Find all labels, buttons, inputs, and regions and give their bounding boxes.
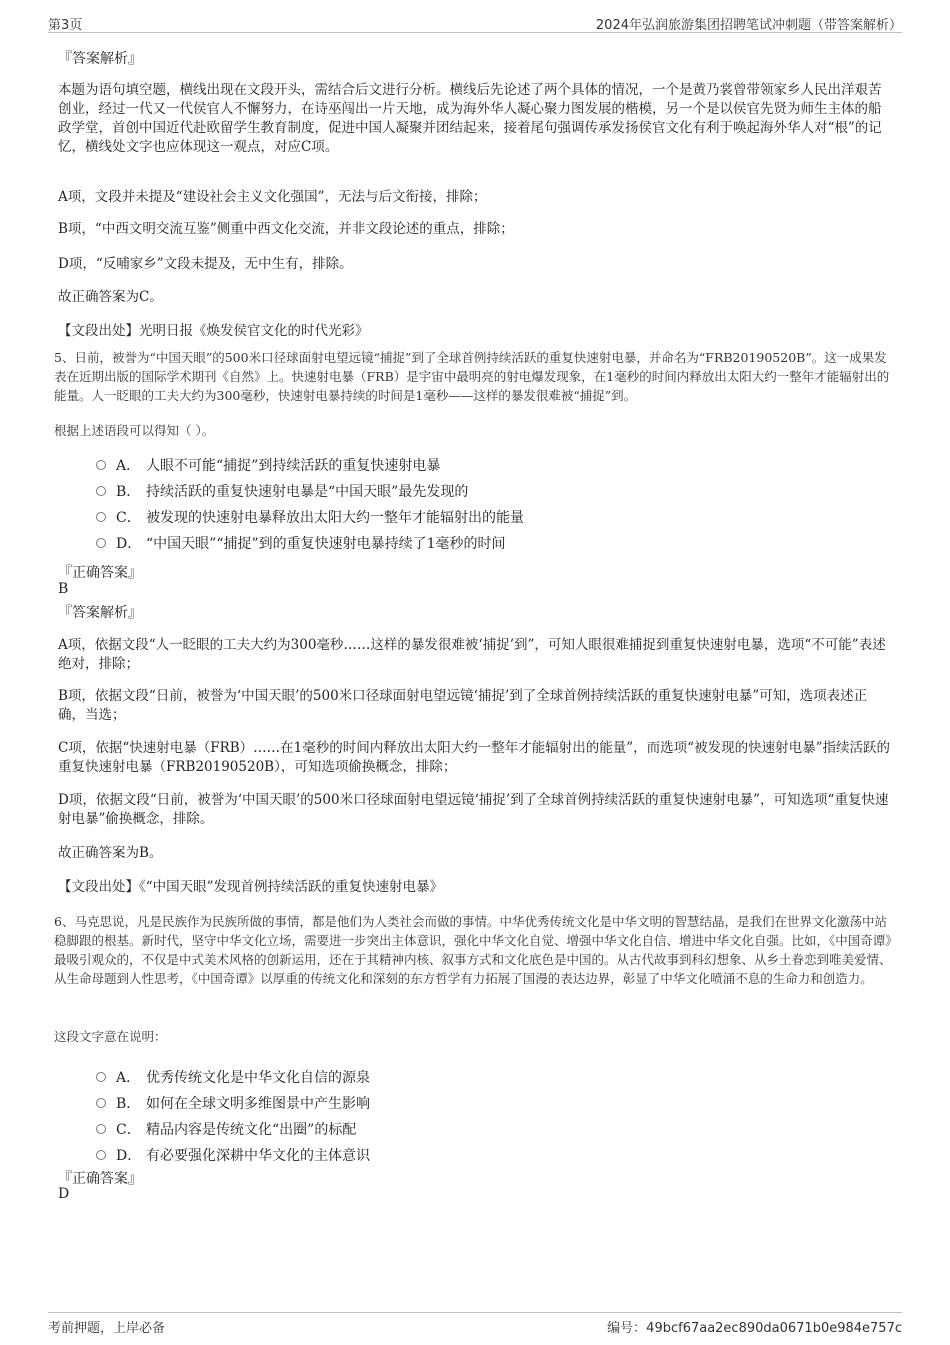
q6-option-b[interactable]: B． 如何在全球文明多维图景中产生影响 xyxy=(96,1093,370,1115)
document-title: 2024年弘润旅游集团招聘笔试冲刺题（带答案解析） xyxy=(595,18,902,33)
q5-prompt: 根据上述语段可以得知（ ）。 xyxy=(54,423,215,438)
q5-option-b-analysis: B项，依据文段“日前，被誉为‘中国天眼’的500米口径球面射电望远镜‘捕捉’到了全球首例持续活跃的重复快速射电暴”可知，选项表述正确，当选； xyxy=(58,688,868,723)
footer-note: 考前押题，上岸必备 xyxy=(48,1321,166,1336)
q6-option-c[interactable]: C． 精品内容是传统文化“出圈”的标配 xyxy=(96,1119,356,1141)
q4-option-d-analysis: D项，“反哺家乡”文段未提及，无中生有，排除。 xyxy=(58,256,353,272)
q6-prompt: 这段文字意在说明： xyxy=(54,1029,167,1044)
page-header xyxy=(48,12,902,33)
q5-explain-label: 『答案解析』 xyxy=(58,605,142,621)
page-number: 第3页 xyxy=(48,18,83,33)
q4-source: 【文段出处】光明日报《焕发侯官文化的时代光彩》 xyxy=(58,323,369,339)
radio-icon[interactable] xyxy=(96,538,106,548)
q6-option-a[interactable]: A． 优秀传统文化是中华文化自信的源泉 xyxy=(96,1067,370,1089)
q5-conclusion: 故正确答案为B。 xyxy=(58,845,163,861)
q6-answer: D xyxy=(58,1186,70,1202)
radio-icon[interactable] xyxy=(96,1098,106,1108)
q5-answer: B xyxy=(58,581,69,597)
radio-icon[interactable] xyxy=(96,460,106,470)
q4-explain-text: 本题为语句填空题，横线出现在文段开头，需结合后文进行分析。横线后先论述了两个具体的情况，一个是黄乃裳曾带领家乡人民出洋艰苦创业，经过一代又一代侯官人不懈努力，在诗巫闯出一片天地，成为海外华人凝心聚力图发展的楷模，另一个是以侯官先贤为师生主体的船政学堂，首创中国近代赴欧留学生教育制度，促进中国人凝聚并团结起来，接着尾句强调传承发扬侯官文化有利于唤起海外华人对“根”的记忆，横线处文字也应体现这一观点，对应C项。 xyxy=(58,82,882,155)
radio-icon[interactable] xyxy=(96,1150,106,1160)
q6-answer-label: 『正确答案』 xyxy=(58,1171,142,1187)
q6-option-d[interactable]: D． 有必要强化深耕中华文化的主体意识 xyxy=(96,1145,370,1167)
q5-option-d-analysis: D项，依据文段“日前，被誉为‘中国天眼’的500米口径球面射电望远镜‘捕捉’到了全球首例持续活跃的重复快速射电暴”，可知选项“重复快速射电暴”偷换概念，排除。 xyxy=(58,792,889,827)
radio-icon[interactable] xyxy=(96,512,106,522)
q4-conclusion: 故正确答案为C。 xyxy=(58,289,163,305)
radio-icon[interactable] xyxy=(96,1124,106,1134)
q5-source: 【文段出处】《“中国天眼”发现首例持续活跃的重复快速射电暴》 xyxy=(58,879,444,895)
q5-option-a-analysis: A项，依据文段“人一眨眼的工夫大约为300毫秒……这样的暴发很难被‘捕捉’到”，可知人眼很难捕捉到重复快速射电暴，选项“不可能”表述绝对，排除； xyxy=(58,637,886,672)
radio-icon[interactable] xyxy=(96,486,106,496)
q4-option-b-analysis: B项，“中西文明交流互鉴”侧重中西文化交流，并非文段论述的重点，排除； xyxy=(58,221,514,237)
q5-stem: 5、日前，被誉为“中国天眼”的500米口径球面射电望远镜“捕捉”到了全球首例持续活跃的重复快速射电暴，并命名为“FRB20190520B”。这一成果发表在近期出版的国际学术期刊《自然》上。快速射电暴（FRB）是宇宙中最明亮的射电爆发现象，在1毫秒的时间内释放出太阳大约一整年才能辐射出的能量。人一眨眼的工夫大约为300毫秒，快速射电暴持续的时间是1毫秒——这样的暴发很难被“捕捉”到。 xyxy=(54,350,890,403)
q5-option-a[interactable]: A． 人眼不可能“捕捉”到持续活跃的重复快速射电暴 xyxy=(96,455,440,477)
radio-icon[interactable] xyxy=(96,1072,106,1082)
q6-stem: 6、马克思说，凡是民族作为民族所做的事情，都是他们为人类社会而做的事情。中华优秀传统文化是中华文明的智慧结晶，是我们在世界文化激荡中站稳脚跟的根基。新时代，坚守中华文化立场，需要进一步突出主体意识，强化中华文化自觉、增强中华文化自信、增进中华文化自强。比如，《中国奇谭》最吸引观众的，不仅是中式美术风格的创新运用，还在于其精神内核、叙事方式和文化底色是中国的。从古代故事到科幻想象、从乡土眷恋到唯美爱情、从生命母题到人性思考，《中国奇谭》以厚重的传统文化和深刻的东方哲学有力拓展了国漫的表达边界，彰显了中华文化喷涌不息的生命力和创造力。 xyxy=(54,914,892,986)
q5-option-c-analysis: C项，依据“快速射电暴（FRB）……在1毫秒的时间内释放出太阳大约一整年才能辐射出的能量”，而选项“被发现的快速射电暴”指续活跃的重复快速射电暴（FRB20190520B），可知选项偷换概念，排除； xyxy=(58,740,890,775)
q5-option-b[interactable]: B． 持续活跃的重复快速射电暴是“中国天眼”最先发现的 xyxy=(96,481,468,503)
q4-option-a-analysis: A项，文段并未提及“建设社会主义文化强国”，无法与后文衔接，排除； xyxy=(58,189,487,205)
page-footer xyxy=(48,1312,902,1335)
q5-answer-label: 『正确答案』 xyxy=(58,565,142,581)
document-code: 编号：49bcf67aa2ec890da0671b0e984e757c xyxy=(607,1321,902,1336)
q5-option-c[interactable]: C． 被发现的快速射电暴释放出太阳大约一整年才能辐射出的能量 xyxy=(96,507,524,529)
q5-option-d[interactable]: D． “中国天眼”“捕捉”到的重复快速射电暴持续了1毫秒的时间 xyxy=(96,533,506,555)
q4-explain-label: 『答案解析』 xyxy=(58,51,142,67)
